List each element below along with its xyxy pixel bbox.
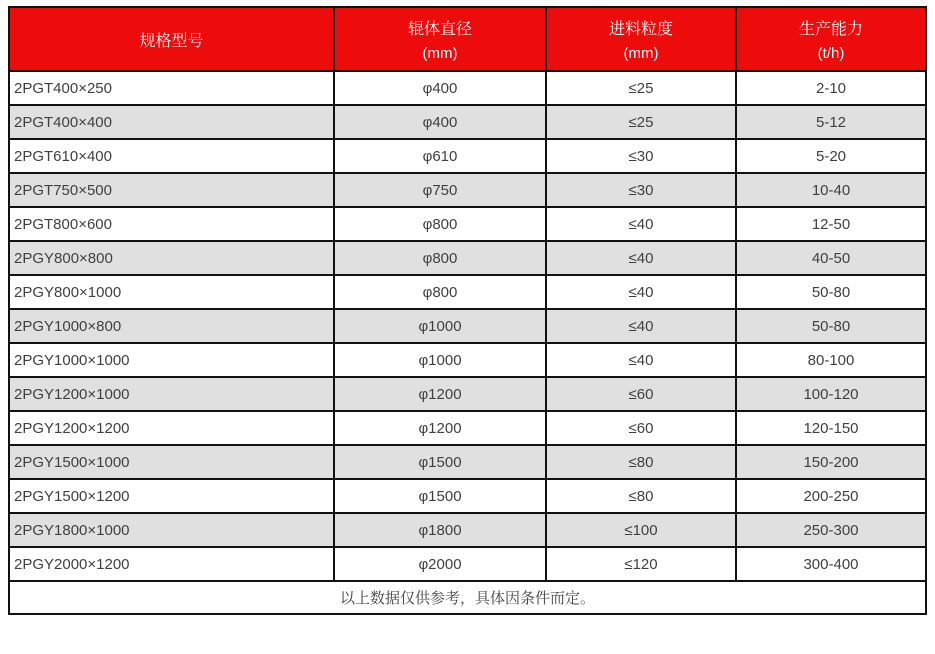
col-header-capacity <box>736 7 926 71</box>
feed-size-cell: ≤40 <box>546 207 736 241</box>
roller-diameter-cell: φ610 <box>334 139 546 173</box>
model-cell: 2PGY800×800 <box>9 241 334 275</box>
col-header-model <box>9 7 334 71</box>
feed-size-cell: ≤40 <box>546 275 736 309</box>
capacity-cell: 150-200 <box>736 445 926 479</box>
table-row <box>9 275 926 309</box>
capacity-cell: 50-80 <box>736 275 926 309</box>
footnote-text: 以上数据仅供参考，具体因条件而定。 <box>9 581 926 614</box>
feed-size-cell: ≤40 <box>546 309 736 343</box>
feed-size-cell: ≤60 <box>546 411 736 445</box>
capacity-cell: 50-80 <box>736 309 926 343</box>
col-header-roller-diameter-title: 辊体直径 <box>407 21 472 38</box>
model-cell: 2PGY1500×1000 <box>9 445 334 479</box>
model-cell: 2PGT400×400 <box>9 105 334 139</box>
roller-diameter-cell: φ400 <box>334 71 546 105</box>
spec-table-header <box>9 7 926 71</box>
feed-size-cell: ≤100 <box>546 513 736 547</box>
capacity-cell: 250-300 <box>736 513 926 547</box>
capacity-cell: 12-50 <box>736 207 926 241</box>
roller-diameter-cell: φ1500 <box>334 445 546 479</box>
table-row <box>9 445 926 479</box>
capacity-cell: 2-10 <box>736 71 926 105</box>
spec-table-footer <box>9 581 926 614</box>
model-cell: 2PGY1000×1000 <box>9 343 334 377</box>
model-cell: 2PGT800×600 <box>9 207 334 241</box>
model-cell: 2PGY1200×1200 <box>9 411 334 445</box>
col-header-feed-size-title: 进料粒度 <box>608 21 673 38</box>
table-row <box>9 71 926 105</box>
col-header-roller-diameter <box>334 7 546 71</box>
feed-size-cell: ≤25 <box>546 105 736 139</box>
capacity-cell: 40-50 <box>736 241 926 275</box>
capacity-cell: 300-400 <box>736 547 926 581</box>
roller-diameter-cell: φ1800 <box>334 513 546 547</box>
table-row <box>9 547 926 581</box>
capacity-cell: 200-250 <box>736 479 926 513</box>
feed-size-cell: ≤30 <box>546 173 736 207</box>
feed-size-cell: ≤30 <box>546 139 736 173</box>
capacity-cell: 5-12 <box>736 105 926 139</box>
col-header-roller-diameter-unit: (mm) <box>422 45 458 62</box>
col-header-capacity-unit: (t/h) <box>817 45 845 62</box>
roller-diameter-cell: φ400 <box>334 105 546 139</box>
roller-diameter-cell: φ800 <box>334 207 546 241</box>
table-row <box>9 513 926 547</box>
table-row <box>9 207 926 241</box>
col-header-feed-size-unit: (mm) <box>623 45 659 62</box>
capacity-cell: 100-120 <box>736 377 926 411</box>
feed-size-cell: ≤40 <box>546 241 736 275</box>
footnote-row <box>9 581 926 614</box>
feed-size-cell: ≤80 <box>546 445 736 479</box>
table-row <box>9 343 926 377</box>
capacity-cell: 120-150 <box>736 411 926 445</box>
roller-diameter-cell: φ1500 <box>334 479 546 513</box>
model-cell: 2PGY1000×800 <box>9 309 334 343</box>
model-cell: 2PGY1800×1000 <box>9 513 334 547</box>
table-row <box>9 377 926 411</box>
capacity-cell: 10-40 <box>736 173 926 207</box>
table-row <box>9 139 926 173</box>
roller-diameter-cell: φ1200 <box>334 411 546 445</box>
table-row <box>9 479 926 513</box>
roller-diameter-cell: φ2000 <box>334 547 546 581</box>
feed-size-cell: ≤25 <box>546 71 736 105</box>
roller-diameter-cell: φ800 <box>334 241 546 275</box>
roller-diameter-cell: φ1000 <box>334 309 546 343</box>
model-cell: 2PGY1200×1000 <box>9 377 334 411</box>
roller-diameter-cell: φ750 <box>334 173 546 207</box>
spec-table <box>8 6 927 615</box>
model-cell: 2PGY2000×1200 <box>9 547 334 581</box>
model-cell: 2PGT750×500 <box>9 173 334 207</box>
feed-size-cell: ≤40 <box>546 343 736 377</box>
model-cell: 2PGY1500×1200 <box>9 479 334 513</box>
feed-size-cell: ≤80 <box>546 479 736 513</box>
table-row <box>9 105 926 139</box>
table-row <box>9 241 926 275</box>
table-row <box>9 173 926 207</box>
header-row <box>9 7 926 71</box>
feed-size-cell: ≤60 <box>546 377 736 411</box>
col-header-model-title: 规格型号 <box>139 32 204 50</box>
roller-diameter-cell: φ1200 <box>334 377 546 411</box>
table-row <box>9 411 926 445</box>
spec-table-body <box>9 71 926 581</box>
capacity-cell: 5-20 <box>736 139 926 173</box>
model-cell: 2PGT610×400 <box>9 139 334 173</box>
table-row <box>9 309 926 343</box>
col-header-capacity-title: 生产能力 <box>798 21 863 38</box>
model-cell: 2PGY800×1000 <box>9 275 334 309</box>
col-header-feed-size <box>546 7 736 71</box>
roller-diameter-cell: φ1000 <box>334 343 546 377</box>
model-cell: 2PGT400×250 <box>9 71 334 105</box>
capacity-cell: 80-100 <box>736 343 926 377</box>
feed-size-cell: ≤120 <box>546 547 736 581</box>
roller-diameter-cell: φ800 <box>334 275 546 309</box>
